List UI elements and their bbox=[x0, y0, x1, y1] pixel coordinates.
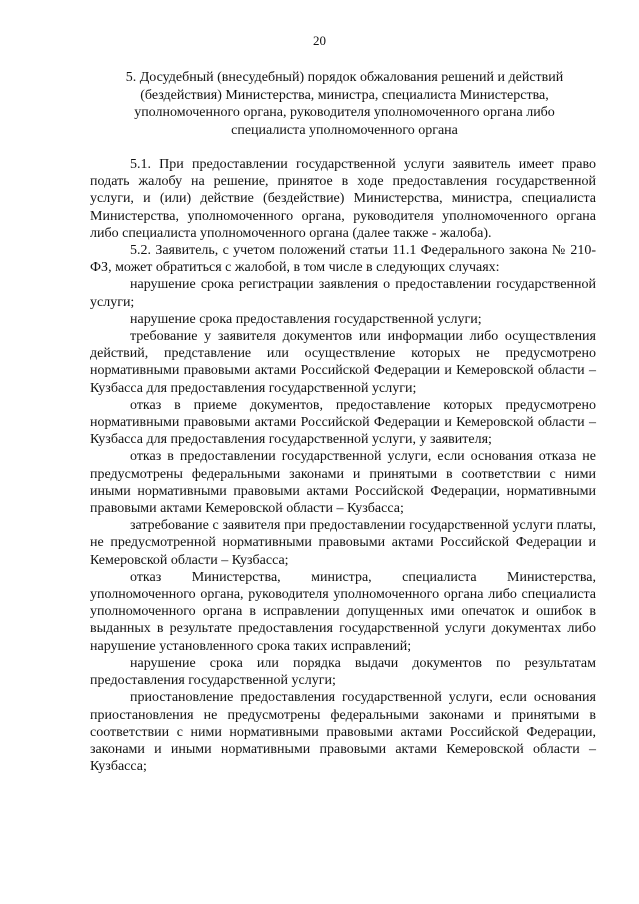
list-item: нарушение срока предоставления государственной услуги; bbox=[130, 311, 482, 327]
document-body bbox=[90, 156, 596, 775]
list-item: нарушение срока или порядка выдачи документов по результатам предоставления государственной услуги; bbox=[90, 655, 596, 689]
list-item: приостановление предоставления государственной услуги, если основания приостановления не предусмотрены федеральными законами и принятыми в соответствии с ними нормативными правовыми актами Российской Федерации, законами и иными нормативными правовыми актами Кемеровской области – Кузбасса; bbox=[90, 690, 596, 775]
list-item: нарушение срока регистрации заявления о предоставлении государственной услуги; bbox=[90, 277, 596, 310]
list-item: требование у заявителя документов или информации либо осуществления действий, представление или осуществление которых не предусмотрено нормативными правовыми актами Российской Федерации и Кемеровской области – Кузбасса для предоставления государственной услуги; bbox=[90, 329, 596, 396]
section-heading: 5. Досудебный (внесудебный) порядок обжалования решений и действий (бездействия) Министерства, министра, специалиста Министерства, уполномоченного органа, руководителя уполномоченного органа либо специалиста уполномоченного органа bbox=[125, 70, 564, 138]
paragraph-5-2: 5.2. Заявитель, с учетом положений статьи 11.1 Федерального закона № 210-ФЗ, может обратиться с жалобой, в том числе в следующих случаях: bbox=[90, 243, 596, 276]
page-number: 20 bbox=[313, 33, 326, 48]
list-item: отказ в приеме документов, предоставление которых предусмотрено нормативными правовыми актами Российской Федерации и Кемеровской области – Кузбасса для предоставления государственной услуги, у заявителя; bbox=[90, 397, 596, 448]
list-item: отказ в предоставлении государственной услуги, если основания отказа не предусмотрены федеральными законами и принятыми в соответствии с ними иными нормативными правовыми актами Российской Федерации, нормативными правовыми актами Кемеровской области – Кузбасса; bbox=[90, 449, 596, 517]
list-item: затребование с заявителя при предоставлении государственной услуги платы, не предусмотренной нормативными правовыми актами Российской Федерации и Кемеровской области – Кузбасса; bbox=[90, 518, 596, 568]
list-item: отказ Министерства, министра, специалиста Министерства, уполномоченного органа, руководителя уполномоченного органа либо специалиста уполномоченного органа в исправлении допущенных ими опечаток и ошибок в выданных в результате предоставления государственной услуги документах либо нарушение установленного срока таких исправлений; bbox=[90, 569, 596, 654]
paragraph-5-1: 5.1. При предоставлении государственной услуги заявитель имеет право подать жалобу на решение, принятое в ходе предоставления государственной услуги, и (или) действие (бездействие) Министерства, министра, специалиста Министерства, уполномоченного органа, руководителя уполномоченного органа либо специалиста уполномоченного органа (далее также - жалоба). bbox=[90, 157, 596, 241]
